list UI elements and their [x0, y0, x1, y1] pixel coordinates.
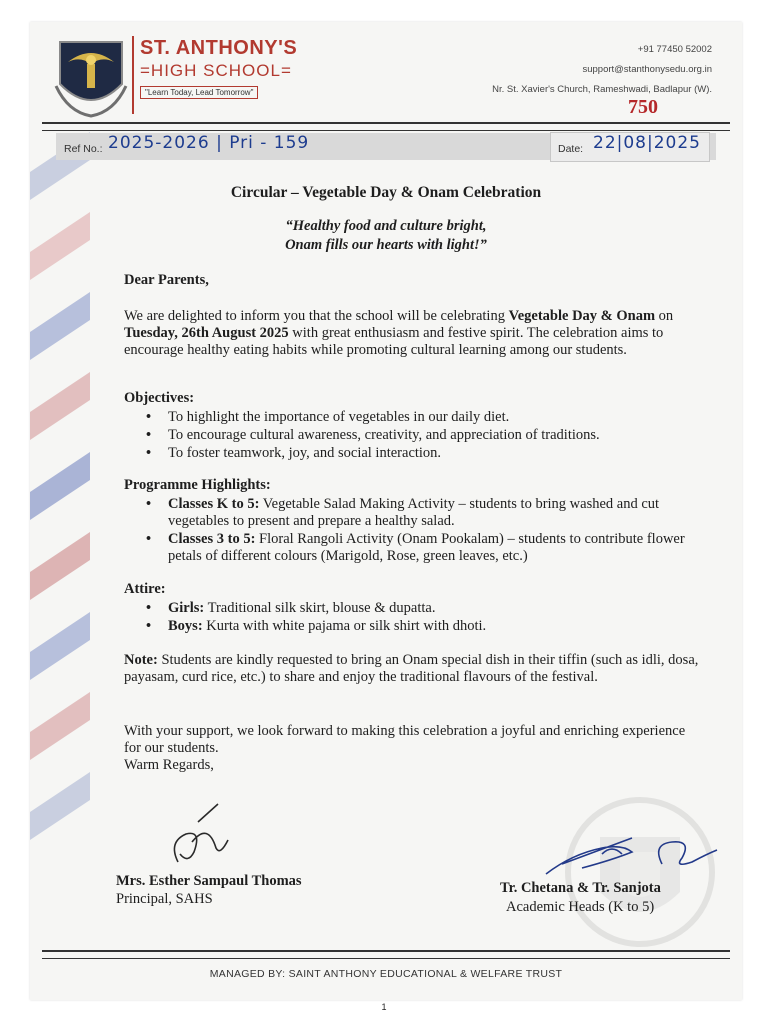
closing-section [124, 723, 704, 774]
intro-event: Vegetable Day & Onam [508, 308, 656, 324]
attire-item-label: Boys: [168, 618, 203, 634]
school-tagline: "Learn Today, Lead Tomorrow" [140, 86, 258, 99]
school-logo [52, 34, 130, 118]
objectives-section [124, 409, 704, 463]
warm-regards: Warm Regards, [124, 757, 214, 773]
school-name-block [132, 36, 340, 114]
objective-item: • To encourage cultural awareness, creativity, and appreciation of traditions. [168, 427, 704, 444]
school-subname: =HIGH SCHOOL= [140, 61, 292, 80]
principal-name: Mrs. Esther Sampaul Thomas [116, 873, 302, 889]
page-number: 1 [381, 1002, 387, 1012]
attire-item-text: Kurta with white pajama or silk shirt with dhoti. [202, 618, 487, 634]
circular-quote [30, 217, 742, 255]
ref-label: Ref No.: [64, 143, 103, 155]
principal-signature [158, 802, 248, 872]
quote-line-1: “Healthy food and culture bright, [285, 218, 487, 234]
attire-item-text: Traditional silk skirt, blouse & dupatta. [204, 600, 436, 616]
academic-heads-name: Tr. Chetana & Tr. Sanjota [500, 880, 661, 896]
closing-text: With your support, we look forward to making this celebration a joyful and enriching experience for our students. [124, 723, 686, 756]
programme-heading: Programme Highlights: [124, 477, 271, 493]
attire-section [124, 600, 704, 636]
school-name: ST. ANTHONY'S [140, 37, 298, 59]
programme-item-text: Vegetable Salad Making Activity – students to bring washed and cut vegetables to present and prepare a healthy salad. [168, 496, 660, 529]
note-label: Note: [124, 652, 158, 668]
programme-item-label: Classes K to 5: [168, 496, 260, 512]
contact-block [492, 40, 712, 100]
note-text: Students are kindly requested to bring an Onam special dish in their tiffin (such as idli, dosa, payasam, curd rice, etc.) to share and enjoy the traditional flavours of the festival. [124, 652, 699, 685]
programme-item-label: Classes 3 to 5: [168, 531, 256, 547]
note-paragraph [124, 652, 704, 686]
intro-text: We are delighted to inform you that the school will be celebrating [124, 308, 509, 324]
programme-item [168, 496, 704, 530]
circular-title: Circular – Vegetable Day & Onam Celebration [230, 184, 542, 201]
attire-item-label: Girls: [168, 600, 205, 616]
footer-text: MANAGED BY: SAINT ANTHONY EDUCATIONAL & WELFARE TRUST [209, 968, 563, 980]
programme-section [124, 496, 704, 566]
attire-heading: Attire: [124, 581, 166, 597]
academic-heads-signature [542, 824, 722, 884]
attire-item [168, 618, 704, 635]
programme-item [168, 531, 704, 565]
intro-text: with great enthusiasm and festive spirit. The celebration aims to encourage healthy eating habits while promoting cultural learning among our students. [124, 325, 664, 358]
footer-divider [42, 950, 730, 959]
date-value: 22|08|2025 [593, 133, 701, 153]
academic-heads-role: Academic Heads (K to 5) [506, 899, 655, 915]
objective-item: • To highlight the importance of vegetables in our daily diet. [168, 409, 704, 426]
phone-number: +91 77450 52002 [637, 44, 712, 55]
email-address: support@stanthonysedu.org.in [582, 64, 712, 75]
circular-page [30, 22, 742, 1000]
objective-item: • To foster teamwork, joy, and social interaction. [168, 445, 704, 462]
date-label: Date: [558, 143, 584, 155]
programme-list [124, 496, 704, 565]
serial-number: 750 [628, 96, 658, 118]
ref-number: 2025-2026 | Pri - 159 [108, 133, 310, 153]
quote-line-2: Onam fills our hearts with light!” [285, 237, 487, 253]
principal-role: Principal, SAHS [116, 891, 213, 907]
programme-item-text: Floral Rangoli Activity (Onam Pookalam) – students to contribute flower petals of different colours (Marigold, Rose, green leaves, etc.) [168, 531, 685, 564]
greeting: Dear Parents, [124, 272, 209, 288]
intro-date: Tuesday, 26th August 2025 [124, 325, 289, 341]
intro-paragraph [124, 308, 704, 359]
header-divider [42, 122, 730, 131]
attire-item [168, 600, 704, 617]
intro-text: on [655, 308, 674, 324]
objectives-list [124, 409, 704, 462]
attire-list [124, 600, 704, 635]
objectives-heading: Objectives: [124, 390, 195, 406]
postal-address: Nr. St. Xavier's Church, Rameshwadi, Badlapur (W). [492, 84, 712, 95]
